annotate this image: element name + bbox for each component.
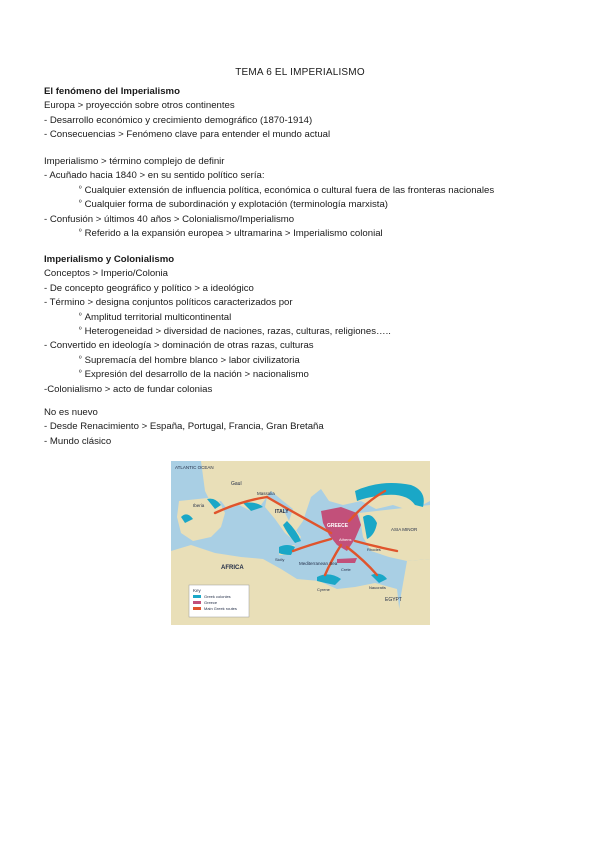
key-swatch-greece: [193, 601, 201, 604]
text-line: - Confusión > últimos 40 años > Colonialismo/Imperialismo: [44, 213, 295, 225]
page-title: TEMA 6 EL IMPERIALISMO: [235, 67, 365, 78]
key-label-route: Main Greek routes: [204, 606, 237, 611]
sub-bullet-text: Amplitud territorial multicontinental: [84, 311, 232, 323]
bullet-icon: º: [79, 200, 82, 208]
sub-bullet-text: Expresión del desarrollo de la nación > nacionalismo: [84, 369, 309, 381]
text-line: - Desde Renacimiento > España, Portugal, Francia, Gran Bretaña: [44, 421, 324, 433]
section-heading: Imperialismo y Colonialismo: [44, 254, 175, 265]
label-naucratis: Naucratis: [369, 585, 386, 590]
sub-bullet: [44, 184, 564, 198]
label-gaul: Gaul: [231, 481, 242, 487]
label-sicily: Sicily: [275, 557, 285, 562]
sub-bullet: [44, 198, 564, 212]
text-line: Europa > proyección sobre otros continentes: [44, 100, 235, 112]
key-swatch-colony: [193, 595, 201, 598]
text-line: - Término > designa conjuntos políticos caracterizados por: [44, 297, 293, 309]
sub-bullet-text: Cualquier forma de subordinación y explotación (terminología marxista): [84, 199, 388, 211]
sub-bullet: [44, 354, 564, 368]
label-crete: Crete: [341, 567, 351, 572]
bullet-icon: º: [79, 370, 82, 378]
label-egypt: EGYPT: [385, 597, 402, 603]
sub-bullet: [44, 325, 564, 339]
bullet-icon: º: [79, 326, 82, 334]
bullet-icon: º: [79, 355, 82, 363]
label-mediterranean: Mediterranean Sea: [299, 561, 338, 566]
map-key: [189, 585, 249, 617]
key-label-colony: Greek colonies: [204, 594, 231, 599]
bullet-icon: º: [79, 185, 82, 193]
text-line: - Convertido en ideología > dominación de otras razas, culturas: [44, 340, 314, 352]
label-cyrene: Cyrene: [317, 587, 330, 592]
sub-bullet-text: Referido a la expansión europea > ultramarina > Imperialismo colonial: [84, 227, 383, 239]
greek-colonization-map: [171, 461, 430, 625]
section-heading: El fenómeno del Imperialismo: [44, 86, 180, 97]
section-not-new: [44, 406, 564, 449]
section-imperialism-phenomenon: [44, 85, 564, 143]
sub-bullet-text: Supremacía del hombre blanco > labor civilizatoria: [84, 354, 300, 366]
sub-bullet-text: Heterogeneidad > diversidad de naciones, razas, culturas, religiones…..: [84, 325, 391, 337]
text-line: - Desarrollo económico y crecimiento demográfico (1870-1914): [44, 114, 313, 126]
text-line: No es nuevo: [44, 407, 98, 418]
label-atlantic: ATLANTIC OCEAN: [175, 465, 214, 470]
sub-bullet: [44, 311, 564, 325]
map-svg: [171, 461, 430, 625]
text-line: Imperialismo > término complejo de definir: [44, 156, 225, 167]
sub-bullet-text: Cualquier extensión de influencia política, económica o cultural fuera de las fronteras nacionales: [84, 184, 495, 196]
label-massalia: Massalia: [257, 491, 275, 496]
label-iberia: Iberia: [193, 503, 205, 508]
key-title: Key: [193, 588, 201, 593]
key-label-greece: Greece: [204, 600, 218, 605]
label-rhodes: Rhodes: [367, 547, 381, 552]
label-italy: ITALY: [275, 509, 289, 515]
label-greece: GREECE: [327, 523, 349, 529]
bullet-icon: º: [79, 228, 82, 236]
text-line: - Mundo clásico: [44, 435, 112, 447]
sub-bullet: [44, 227, 564, 241]
text-line: -Colonialismo > acto de fundar colonias: [44, 383, 213, 395]
text-line: Conceptos > Imperio/Colonia: [44, 268, 168, 280]
label-athens: Athens: [339, 537, 352, 542]
sub-bullet: [44, 368, 564, 382]
bullet-icon: º: [79, 312, 82, 320]
label-asia-minor: ASIA MINOR: [391, 527, 418, 532]
text-line: - Consecuencias > Fenómeno clave para entender el mundo actual: [44, 129, 331, 141]
text-line: - Acuñado hacia 1840 > en su sentido político sería:: [44, 170, 265, 182]
section-imperialism-colonialism: [44, 253, 564, 397]
section-imperialism-definition: [44, 155, 564, 241]
label-africa: AFRICA: [221, 565, 244, 571]
key-swatch-route: [193, 607, 201, 610]
text-line: - De concepto geográfico y político > a ideológico: [44, 282, 254, 294]
